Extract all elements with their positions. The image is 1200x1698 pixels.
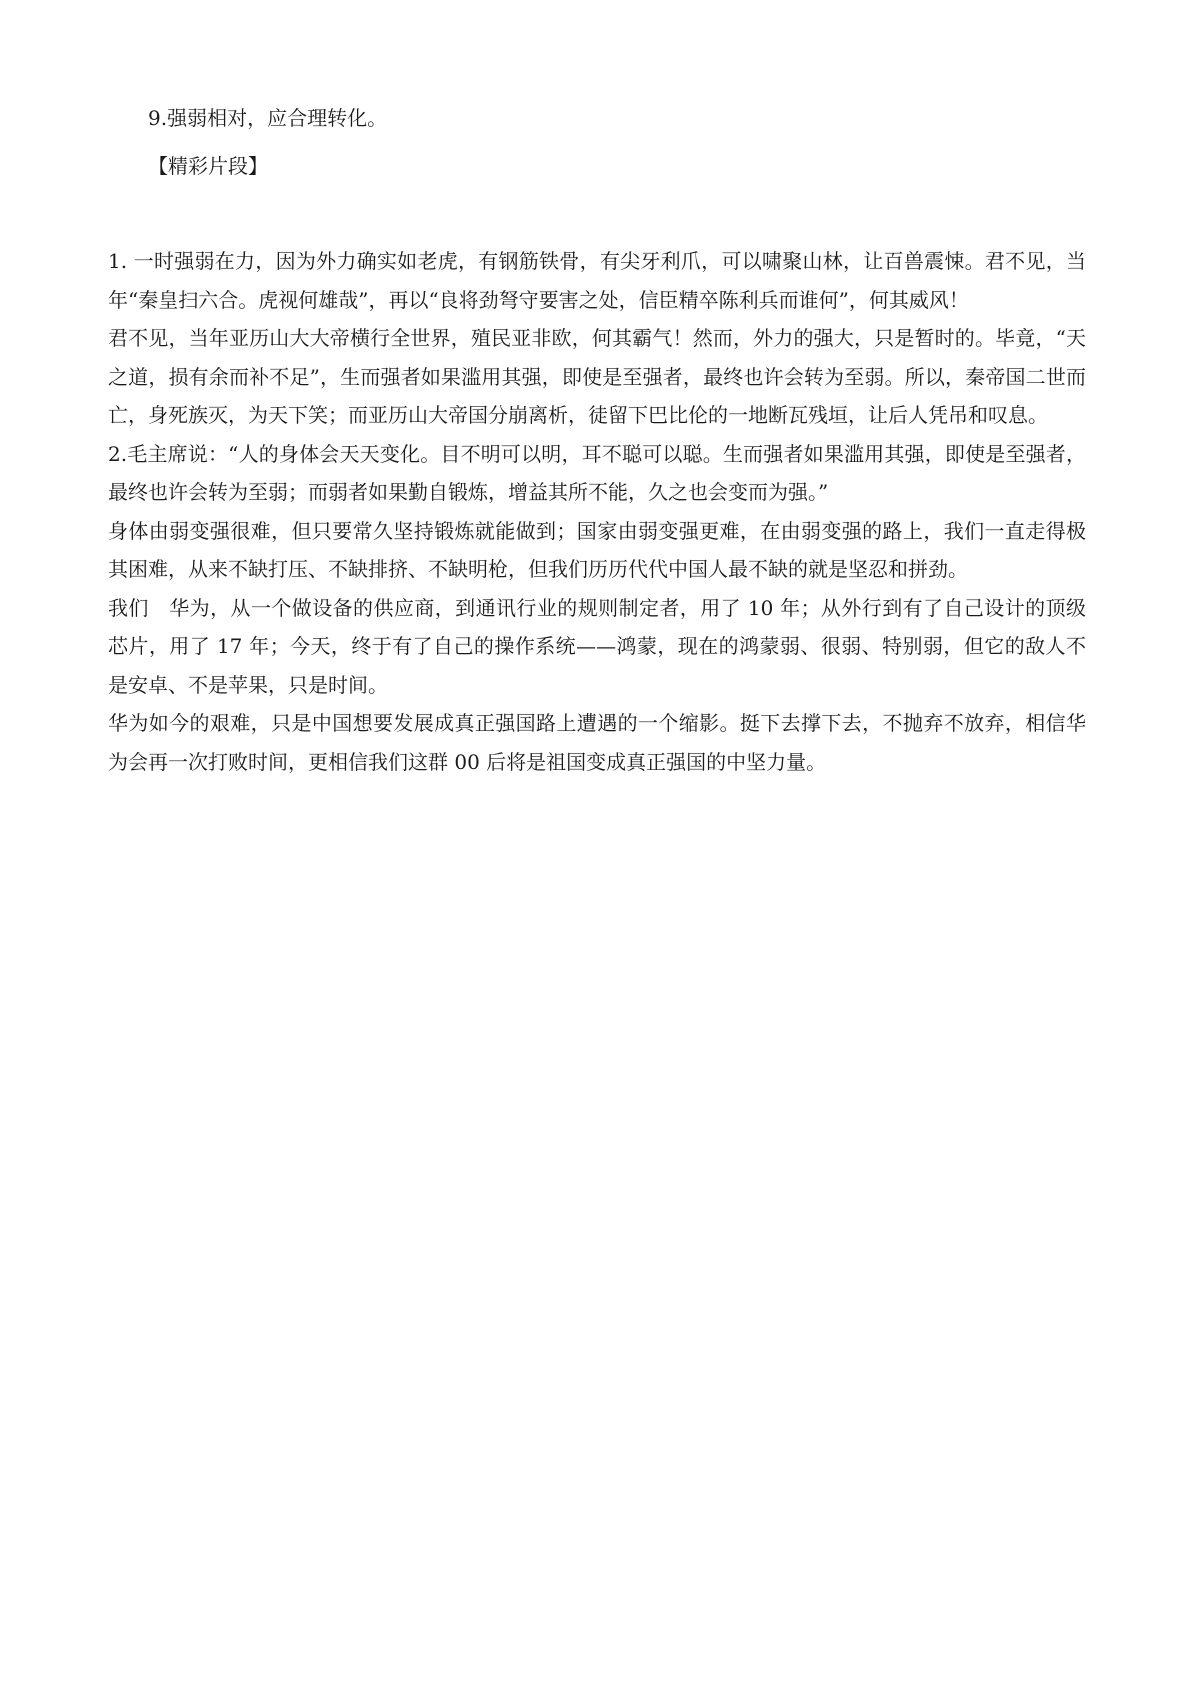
paragraph: 君不见，当年亚历山大大帝横行全世界，殖民亚非欧，何其霸气！然而，外力的强大，只是暂时的。毕竟，“天之道，损有余而补不足”，生而强者如果滥用其强，即使是至强者，最终也许会转为至弱。所以，秦帝国二世而亡，身死族灭，为天下笑；而亚历山大帝国分崩离析，徒留下巴比伦的一地断瓦残垣，让后人凭吊和叹息。: [108, 326, 1086, 427]
paragraph: 我们 华为，从一个做设备的供应商，到通讯行业的规则制定者，用了 10 年；从外行到有了自己设计的顶级芯片，用了 17 年；今天，终于有了自己的操作系统——鸿蒙，现在的鸿蒙弱、很弱、特别弱，但它的敌人不是安卓、不是苹果，只是时间。: [108, 595, 1086, 697]
paragraph: 华为如今的艰难，只是中国想要发展成真正强国路上遭遇的一个缩影。挺下去撑下去，不抛弃不放弃，相信华为会再一次打败时间，更相信我们这群 00 后将是祖国变成真正强国的中坚力量。: [108, 711, 1086, 774]
paragraph: 1. 一时强弱在力，因为外力确实如老虎，有钢筋铁骨，有尖牙利爪，可以啸聚山林，让百兽震悚。君不见，当年“秦皇扫六合。虎视何雄哉”，再以“良将劲弩守要害之处，信臣精卒陈利兵而谁何”，何其威风！: [108, 249, 1086, 312]
excerpt-body: [108, 242, 1086, 781]
paragraph: 2.毛主席说：“人的身体会天天变化。目不明可以明，耳不聪可以聪。生而强者如果滥用其强，即使是至强者，最终也许会转为至弱；而弱者如果勤自锻炼，增益其所不能，久之也会变而为强。”: [108, 441, 1086, 504]
paragraph: 身体由弱变强很难，但只要常久坚持锻炼就能做到；国家由弱变强更难，在由弱变强的路上，我们一直走得极其困难，从来不缺打压、不缺排挤、不缺明枪，但我们历历代代中国人最不缺的就是坚忍和拼劲。: [108, 518, 1086, 581]
point-heading: 9.强弱相对，应合理转化。: [148, 106, 388, 130]
section-heading: 【精彩片段】: [148, 154, 268, 178]
